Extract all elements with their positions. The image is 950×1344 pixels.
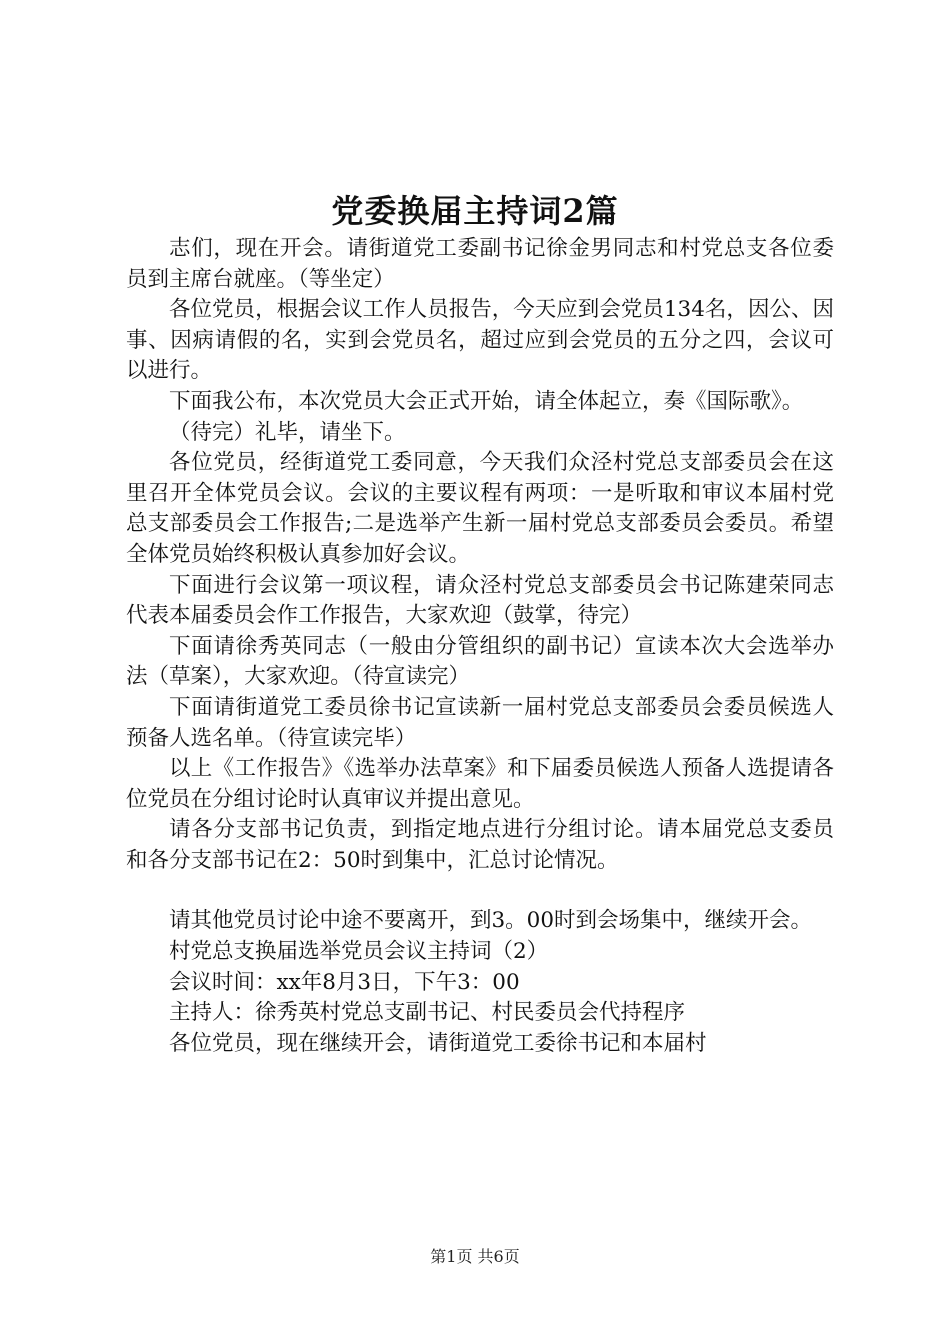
paragraph: 以上《工作报告》《选举办法草案》和下届委员候选人预备人选提请各位党员在分组讨论时认真审议并提出意见。 [126,756,834,812]
paragraph: 志们，现在开会。请街道党工委副书记徐金男同志和村党总支各位委员到主席台就座。（等坐定） [126,236,834,292]
paragraph: （待完）礼毕，请坐下。 [169,419,406,445]
meeting-host: 主持人：徐秀英村党总支副书记、村民委员会代持程序 [169,1000,686,1026]
paragraph: 下面进行会议第一项议程，请众泾村党总支部委员会书记陈建荣同志代表本届委员会作工作报告，大家欢迎（鼓掌，待完） [126,572,834,629]
section-heading: 村党总支换届选举党员会议主持词（2） [169,939,549,965]
paragraph: 各位党员，现在继续开会，请街道党工委徐书记和本届村 [169,1030,707,1056]
meeting-time: 会议时间：xx年8月3日，下午3：00 [169,969,520,995]
document-body [126,234,834,1059]
paragraph: 各位党员，根据会议工作人员报告，今天应到会党员134名，因公、因事、因病请假的名，实到会党员名，超过应到会党员的五分之四，会议可以进行。 [126,297,834,384]
paragraph: 请其他党员讨论中途不要离开，到3。00时到会场集中，继续开会。 [169,908,813,934]
paragraph: 请各分支部书记负责，到指定地点进行分组讨论。请本届党总支委员和各分支部书记在2：50时到集中，汇总讨论情况。 [126,817,834,873]
document-title: 党委换届主持词2篇 [331,192,619,230]
paragraph: 下面我公布，本次党员大会正式开始，请全体起立，奏《国际歌》。 [169,388,804,414]
paragraph: 各位党员，经街道党工委同意，今天我们众泾村党总支部委员会在这里召开全体党员会议。会议的主要议程有两项：一是听取和审议本届村党总支部委员会工作报告;二是选举产生新一届村党总支部委员会委员。希望全体党员始终积极认真参加好会议。 [126,450,834,567]
paragraph: 下面请街道党工委员徐书记宣读新一届村党总支部委员会委员候选人预备人选名单。（待宣读完毕） [126,694,834,751]
paragraph: 下面请徐秀英同志（一般由分管组织的副书记）宣读本次大会选举办法（草案），大家欢迎。（待宣读完） [126,633,834,690]
page-number-footer: 第1页 共6页 [430,1247,520,1266]
